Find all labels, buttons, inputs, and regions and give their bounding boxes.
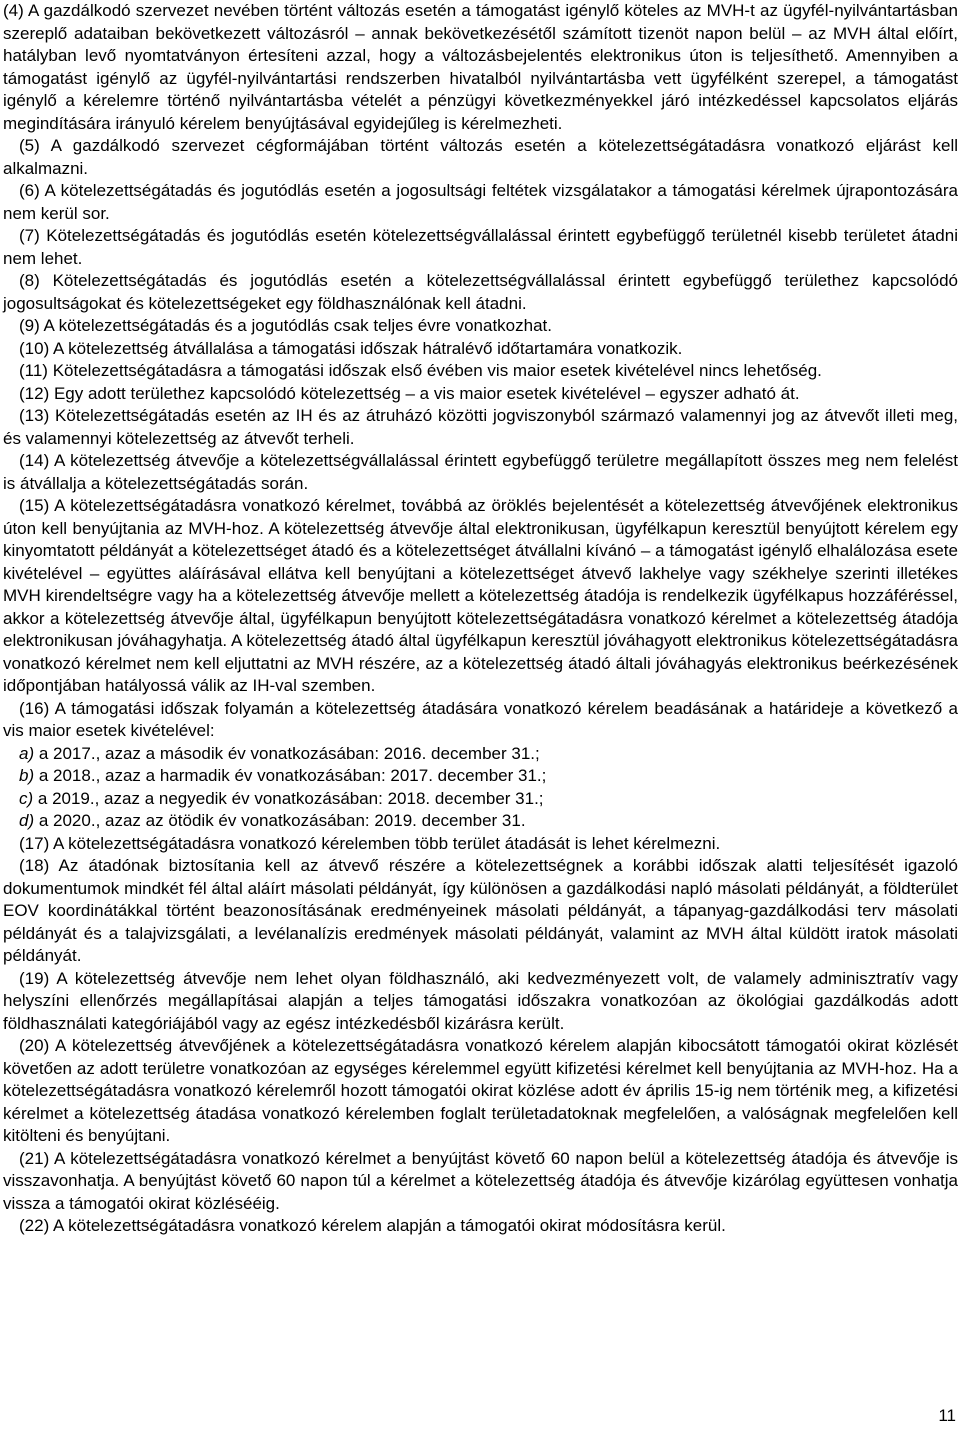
document-page — [3, 0, 958, 1238]
paragraph-6: (6) A kötelezettségátadás és jogutódlás esetén a jogosultsági feltétek vizsgálatakor a támogatási kérelmek újrapontozására nem kerül sor. — [3, 181, 958, 223]
paragraph-17: (17) A kötelezettségátadásra vonatkozó kérelemben több terület átadását is lehet kérelmezni. — [19, 833, 721, 853]
list-item — [3, 788, 958, 811]
list-item-text: a 2019., azaz a negyedik év vonatkozásában: 2018. december 31.; — [33, 788, 544, 808]
paragraph-15: (15) A kötelezettségátadásra vonatkozó kérelmet, továbbá az öröklés bejelentését a kötelezettség átvevőjének elektronikus úton kell benyújtania az MVH-hoz. A kötelezettség átvevője által elektronikusan, ügyfélkapun keresztül benyújtott kérelem egy kinyomtatott példányát a kötelezettséget átadó és a kötelezettséget átvállalni kívánó – a támogatást igénylő elhalálozása esete kivételével – együttes aláírásával ellátva kell benyújtani a kötelezettséget átvevő lakhelye vagy székhelye szerinti illetékes MVH kirendeltségre vagy ha a kötelezettség átvevője mellett a kötelezettség átadója is rendelkezik ügyfélkapus hozzáféréssel, akkor a kötelezettség átvevője által, ügyfélkapun benyújtott kötelezettségátadásra vonatkozó kérelmet a kötelezettség átadója elektronikusan jóváhagyhatja. A kötelezettség átadó által ügyfélkapun keresztül jóváhagyott elektronikus kötelezettségátadásra vonatkozó kérelmet nem kell eljuttatni az MVH részére, az a kötelezettség átadó általi jóváhagyás elektronikus beérkezésének időpontjában hatályossá válik az IH-val szemben. — [3, 496, 958, 695]
paragraph-11: (11) Kötelezettségátadásra a támogatási időszak első évében vis maior esetek kivételével nincs lehetőség. — [19, 361, 822, 380]
list-item — [3, 743, 958, 766]
list-item-text: a 2020., azaz az ötödik év vonatkozásában: 2019. december 31. — [34, 811, 526, 830]
page-number: 11 — [938, 1406, 956, 1425]
paragraph-20: (20) A kötelezettség átvevőjének a kötelezettségátadásra vonatkozó kérelem alapján kibocsátott támogatói okirat közlését követően az adott területre vonatkozóan az egységes kérelemmel együtt kifizetési kérelmet kell benyújtania az MVH-hoz. Ha a kötelezettségátadásra vonatkozó kérelemről hozott támogatói okirat közlése adott év április 15-ig nem történik meg, a kifizetési kérelmet a kötelezettség átadása vonatkozó kérelemben foglalt területadatoknak megfelelően, a valóságnak megfelelően kell kitölteni és benyújtani. — [3, 1036, 958, 1145]
deadline-list — [3, 743, 958, 833]
paragraph-16: (16) A támogatási időszak folyamán a kötelezettség átadására vonatkozó kérelem beadásának a határideje a következő a vis maior esetek kivételével: — [3, 698, 958, 740]
paragraph-4: (4) A gazdálkodó szervezet nevében történt változás esetén a támogatást igénylő köteles az MVH-t az ügyfél-nyilvántartásban szereplő adataiban bekövetkezett változásról – annak bekövetkezésétől számított tizenöt napon belül – az MVH által előírt, hatályban levő nyomtatványon értesíteni azzal, hogy a változásbejelentés elektronikus úton is teljesíthető. Amennyiben a támogatást igénylő az ügyfél-nyilvántartási rendszerben hivatalból nyilvántartásba vett ügyfélként szerepel, a támogatást igénylő a kérelemre történő nyilvántartásba vételét a pénzügyi következményekkel járó intézkedéssel kapcsolatos eljárás megindítására irányuló kérelem benyújtásával egyidejűleg is kérelmezheti. — [3, 1, 958, 133]
paragraph-7: (7) Kötelezettségátadás és jogutódlás esetén kötelezettségvállalással érintett egybefüggő területnél kisebb területet átadni nem lehet. — [3, 226, 958, 268]
paragraph-10: (10) A kötelezettség átvállalása a támogatási időszak hátralévő időtartamára vonatkozik. — [19, 338, 683, 358]
paragraph-21: (21) A kötelezettségátadásra vonatkozó kérelmet a benyújtást követő 60 napon belül a kötelezettség átadója és átvevője is visszavonhatja. A benyújtást követő 60 napon túl a kérelmet a kötelezettség átadója és átvevője kizárólag együttesen vonhatja vissza a támogatói okirat közlésééig. — [3, 1148, 958, 1213]
list-item-letter: a) — [19, 743, 35, 763]
list-item-text: a 2017., azaz a második év vonatkozásában: 2016. december 31.; — [34, 743, 540, 763]
paragraph-18: (18) Az átadónak biztosítania kell az átvevő részére a kötelezettségnek a korábbi időszak alatti teljesítését igazoló dokumentumok mindkét fél által aláírt másolati példányát, így különösen a gazdálkodási napló másolati példányát, a földterület EOV koordinátákkal történt beazonosításának eredményeinek másolati példányát, a tápanyag-gazdálkodási terv másolati példányát és a talajvizsgálati, a levélanalízis eredmények másolati példányát, valamint az MVH által küldött iratok másolati példányát. — [3, 856, 958, 965]
paragraph-19: (19) A kötelezettség átvevője nem lehet olyan földhasználó, aki kedvezményezett volt, de valamely adminisztratív vagy helyszíni ellenőrzés megállapításai alapján a teljes támogatási időszakra vonatkozóan az ökológiai gazdálkodás adott földhasználati kategóriájából vagy az egész intézkedésből kizárásra került. — [3, 968, 958, 1033]
list-item — [3, 765, 958, 788]
list-item — [3, 810, 958, 833]
paragraph-14: (14) A kötelezettség átvevője a kötelezettségvállalással érintett egybefüggő területre megállapított összes meg nem felelést is átvállalja a kötelezettségátadás során. — [3, 451, 958, 493]
list-item-letter: c) — [19, 788, 34, 808]
list-item-text: a 2018., azaz a harmadik év vonatkozásában: 2017. december 31.; — [34, 766, 547, 785]
paragraph-22: (22) A kötelezettségátadásra vonatkozó kérelem alapján a támogatói okirat módosításra kerül. — [19, 1216, 726, 1235]
paragraph-13: (13) Kötelezettségátadás esetén az IH és az átruházó közötti jogviszonyból származó valamennyi jog az átvevőt illeti meg, és valamennyi kötelezettség az átvevőt terheli. — [3, 406, 958, 448]
paragraph-9: (9) A kötelezettségátadás és a jogutódlás csak teljes évre vonatkozhat. — [19, 316, 552, 335]
paragraph-12: (12) Egy adott területhez kapcsolódó kötelezettség – a vis maior esetek kivételével – egyszer adható át. — [19, 383, 800, 403]
paragraph-5: (5) A gazdálkodó szervezet cégformájában történt változás esetén a kötelezettségátadásra vonatkozó eljárást kell alkalmazni. — [3, 136, 958, 178]
list-item-letter: b) — [19, 766, 35, 785]
list-item-letter: d) — [19, 811, 35, 830]
paragraph-8: (8) Kötelezettségátadás és jogutódlás esetén a kötelezettségvállalással érintett egybefüggő területhez kapcsolódó jogosultságokat és kötelezettségeket egy földhasználónak kell átadni. — [3, 271, 958, 313]
